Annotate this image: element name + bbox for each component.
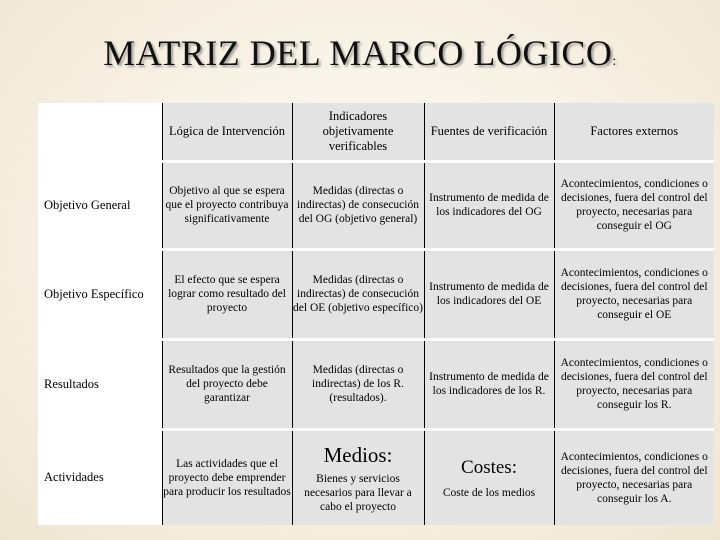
medios-title: Medios: <box>323 442 393 467</box>
title-text: MATRIZ DEL MARCO LÓGICO <box>103 33 613 73</box>
logical-framework-matrix <box>38 103 714 525</box>
row-label: Resultados <box>38 339 162 429</box>
cell-logica: Resultados que la gestión del proyecto debe garantizar <box>162 339 292 429</box>
cell-indicadores: Medidas (directas o indirectas) de consecución del OE (objetivo específico) <box>292 249 424 339</box>
page-title <box>0 32 720 74</box>
cell-indicadores <box>292 429 424 525</box>
cell-factores: Acontecimientos, condiciones o decisiones, fuera del control del proyecto, necesarias para conseguir los A. <box>554 429 714 525</box>
header-indicadores: Indicadores objetivamente verificables <box>292 103 424 161</box>
cell-fuentes: Instrumento de medida de los indicadores del OG <box>424 161 554 249</box>
cell-fuentes: Instrumento de medida de los indicadores del OE <box>424 249 554 339</box>
header-fuentes: Fuentes de verificación <box>424 103 554 161</box>
header-factores: Factores externos <box>554 103 714 161</box>
row-label: Actividades <box>38 429 162 525</box>
row-objetivo-general <box>38 161 714 249</box>
title-colon: : <box>612 54 617 69</box>
header-corner <box>38 103 162 161</box>
cell-logica: El efecto que se espera lograr como resultado del proyecto <box>162 249 292 339</box>
header-logica: Lógica de Intervención <box>162 103 292 161</box>
row-label: Objetivo Específico <box>38 249 162 339</box>
row-actividades <box>38 429 714 525</box>
cell-indicadores: Medidas (directas o indirectas) de los R. (resultados). <box>292 339 424 429</box>
cell-fuentes <box>424 429 554 525</box>
costes-title: Costes: <box>461 456 517 478</box>
row-resultados <box>38 339 714 429</box>
cell-logica: Las actividades que el proyecto debe emprender para producir los resultados <box>162 429 292 525</box>
cell-logica: Objetivo al que se espera que el proyecto contribuya significativamente <box>162 161 292 249</box>
cell-factores: Acontecimientos, condiciones o decisiones, fuera del control del proyecto, necesarias para conseguir el OE <box>554 249 714 339</box>
header-row <box>38 103 714 161</box>
cell-indicadores: Medidas (directas o indirectas) de consecución del OG (objetivo general) <box>292 161 424 249</box>
cell-factores: Acontecimientos, condiciones o decisiones, fuera del control del proyecto, necesarias para conseguir el OG <box>554 161 714 249</box>
cell-fuentes: Instrumento de medida de los indicadores de los R. <box>424 339 554 429</box>
medios-text: Bienes y servicios necesarios para llevar a cabo el proyecto <box>304 472 412 513</box>
row-objetivo-especifico <box>38 249 714 339</box>
costes-text: Coste de los medios <box>442 486 536 499</box>
row-label: Objetivo General <box>38 161 162 249</box>
cell-factores: Acontecimientos, condiciones o decisiones, fuera del control del proyecto, necesarias para conseguir los R. <box>554 339 714 429</box>
